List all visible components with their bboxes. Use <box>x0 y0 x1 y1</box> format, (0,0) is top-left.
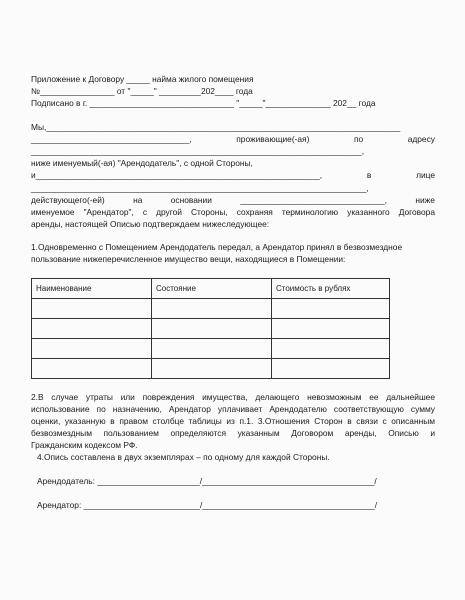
basis-word-acting: действующего(-ей) <box>31 195 105 205</box>
clause-1-line-1: 1.Одновременно с Помещением Арендодатель передал, а Арендатор принял в безвозмездное <box>31 242 403 252</box>
clause-2-line-2: использование по назначению, Арендатор уплачивает Арендодателю соответствующую сумму <box>31 404 435 414</box>
tenant-blank: и_____________________________________________________________, <box>31 170 323 180</box>
intro-landlord-line: ниже именуемый(-ая) "Арендодатель", с одной Стороны, <box>31 158 253 168</box>
column-header-name: Наименование <box>32 279 152 299</box>
table-cell[interactable] <box>272 339 390 359</box>
intro-tenant-line <box>31 170 435 181</box>
clause-2-line-1: 2.В случае утраты или повреждения имущества, делающего невозможным ее дальнейшее <box>31 392 435 402</box>
table-cell[interactable] <box>152 299 272 319</box>
address-word-address: адресу <box>407 134 435 144</box>
basis-word-below: ниже <box>415 195 435 205</box>
landlord-signature-line: Арендодатель: ______________________/_____________________________________/ <box>37 476 377 486</box>
intro-representative-blank-line: ________________________________________________________________________, <box>31 183 369 193</box>
address-blank: __________________________________, <box>31 134 192 144</box>
intro-basis-line <box>31 195 435 206</box>
basis-word-on: на <box>133 195 143 205</box>
header-number-line: №________________ от "_____" _________202____ года <box>31 86 253 96</box>
table-cell[interactable] <box>32 339 152 359</box>
header-appendix-line: Приложение к Договору _____ найма жилого помещения <box>31 74 254 84</box>
clause-2-line-4: безвозмездным пользованием определяются указанным Договором аренды, Описью и <box>31 428 435 438</box>
table-cell[interactable] <box>272 359 390 379</box>
clause-1-line-2: пользование нижеперечисленное имущество вещи, находящиеся в Помещении: <box>31 254 346 264</box>
table-cell[interactable] <box>272 319 390 339</box>
intro-address-blank-line: _______________________________________________________________________, <box>31 146 365 156</box>
basis-word-basis: основании <box>170 195 212 205</box>
address-word-by: по <box>353 134 364 144</box>
address-word-residing: проживающие(-ая) <box>236 134 310 144</box>
clause-2-line-5: Гражданским кодексом РФ. <box>31 440 138 450</box>
table-row <box>32 299 390 319</box>
tenant-word-person: лице <box>416 170 435 180</box>
table-cell[interactable] <box>152 339 272 359</box>
table-row <box>32 359 390 379</box>
basis-blank: _______________________________, <box>240 195 387 205</box>
table-cell[interactable] <box>32 359 152 379</box>
table-cell[interactable] <box>32 319 152 339</box>
intro-address-line <box>31 134 435 145</box>
tenant-signature-line: Арендатор: _________________________/_____________________________________/ <box>37 500 378 510</box>
table-header-row <box>32 279 390 299</box>
table-cell[interactable] <box>152 319 272 339</box>
inventory-table <box>31 278 390 379</box>
tenant-word-in: в <box>366 170 372 180</box>
table-cell[interactable] <box>32 299 152 319</box>
column-header-condition: Состояние <box>152 279 272 299</box>
table-cell[interactable] <box>152 359 272 379</box>
header-signed-line: Подписано в г. _______________________________ "_____"______________ 202__ года <box>31 98 376 108</box>
column-header-cost: Стоимость в рублях <box>272 279 390 299</box>
clause-4-line: 4.Опись составлена в двух экземплярах – по одному для каждой Стороны. <box>37 452 330 462</box>
intro-we-line: Мы,____________________________________________________________________________ <box>31 122 401 132</box>
table-row <box>32 339 390 359</box>
intro-tenant-named-line: именуемое "Арендатор", с другой Стороны, сохраняя терминологию указанного Договора <box>31 207 435 217</box>
table-row <box>32 319 390 339</box>
intro-confirm-line: аренды, настоящей Описью подтверждаем нижеследующее: <box>31 219 270 229</box>
table-cell[interactable] <box>272 299 390 319</box>
clause-2-line-3: оценки, указанную в правом столбце таблицы из п.1. 3.Отношения Сторон в связи с описанным <box>31 416 435 426</box>
